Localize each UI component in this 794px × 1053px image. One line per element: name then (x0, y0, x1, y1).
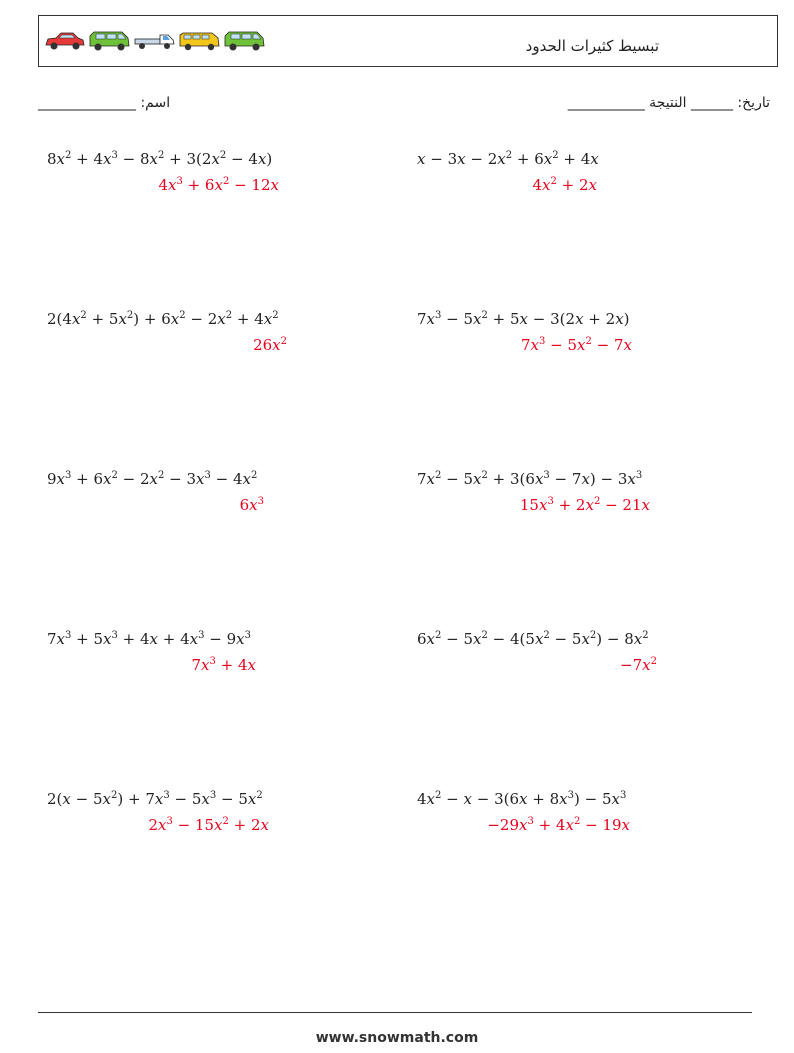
problem-answer: $7x^3 - 5x^2 - 7x$ (520, 336, 632, 354)
problem-answer: $6x^3$ (239, 496, 264, 514)
problem-question: $x - 3x - 2x^2 + 6x^2 + 4x$ (417, 150, 599, 168)
problem-question: $7x^2 - 5x^2 + 3(6x^3 - 7x) - 3x^3$ (417, 470, 643, 488)
problem-3 (47, 310, 387, 354)
problem-6 (417, 470, 757, 514)
footer-divider (38, 1012, 752, 1013)
problem-7 (47, 630, 387, 674)
name-field: اسم: ______________ (38, 95, 171, 111)
problem-1 (47, 150, 387, 194)
date-score-field: تاريخ: ______ النتيجة ___________ (567, 95, 770, 111)
problem-answer: $-29x^3 + 4x^2 - 19x$ (487, 816, 630, 834)
problem-question: $7x^3 - 5x^2 + 5x - 3(2x + 2x)$ (417, 310, 630, 328)
problem-9 (47, 790, 387, 834)
green-van-icon (223, 30, 266, 52)
problem-4 (417, 310, 757, 354)
problem-2 (417, 150, 757, 194)
problem-answer: $-7x^2$ (620, 656, 657, 674)
problem-question: $6x^2 - 5x^2 - 4(5x^2 - 5x^2) - 8x^2$ (417, 630, 649, 648)
green-van-icon (88, 30, 131, 52)
yellow-bus-icon (178, 30, 221, 52)
problem-answer: $4x^2 + 2x$ (532, 176, 597, 194)
problem-answer: $4x^3 + 6x^2 - 12x$ (158, 176, 279, 194)
car-icons (43, 30, 266, 52)
problem-question: $2(x - 5x^2) + 7x^3 - 5x^3 - 5x^2$ (47, 790, 263, 808)
problem-5 (47, 470, 387, 514)
pickup-truck-icon (133, 30, 176, 52)
footer-url: www.snowmath.com (315, 1030, 479, 1046)
red-car-icon (43, 30, 86, 52)
problem-question: $7x^3 + 5x^3 + 4x + 4x^3 - 9x^3$ (47, 630, 252, 648)
problem-question: $8x^2 + 4x^3 - 8x^2 + 3(2x^2 - 4x)$ (47, 150, 273, 168)
problem-answer: $26x^2$ (253, 336, 287, 354)
problem-answer: $7x^3 + 4x$ (191, 656, 256, 674)
problem-10 (417, 790, 757, 834)
problem-8 (417, 630, 757, 674)
problem-question: $2(4x^2 + 5x^2) + 6x^2 - 2x^2 + 4x^2$ (47, 310, 279, 328)
worksheet-header (38, 15, 778, 67)
problem-question: $9x^3 + 6x^2 - 2x^2 - 3x^3 - 4x^2$ (47, 470, 258, 488)
problem-question: $4x^2 - x - 3(6x + 8x^3) - 5x^3$ (417, 790, 627, 808)
worksheet-title: تبسيط كثيرات الحدود (525, 37, 659, 55)
problem-answer: $15x^3 + 2x^2 - 21x$ (519, 496, 650, 514)
problem-answer: $2x^3 - 15x^2 + 2x$ (148, 816, 269, 834)
